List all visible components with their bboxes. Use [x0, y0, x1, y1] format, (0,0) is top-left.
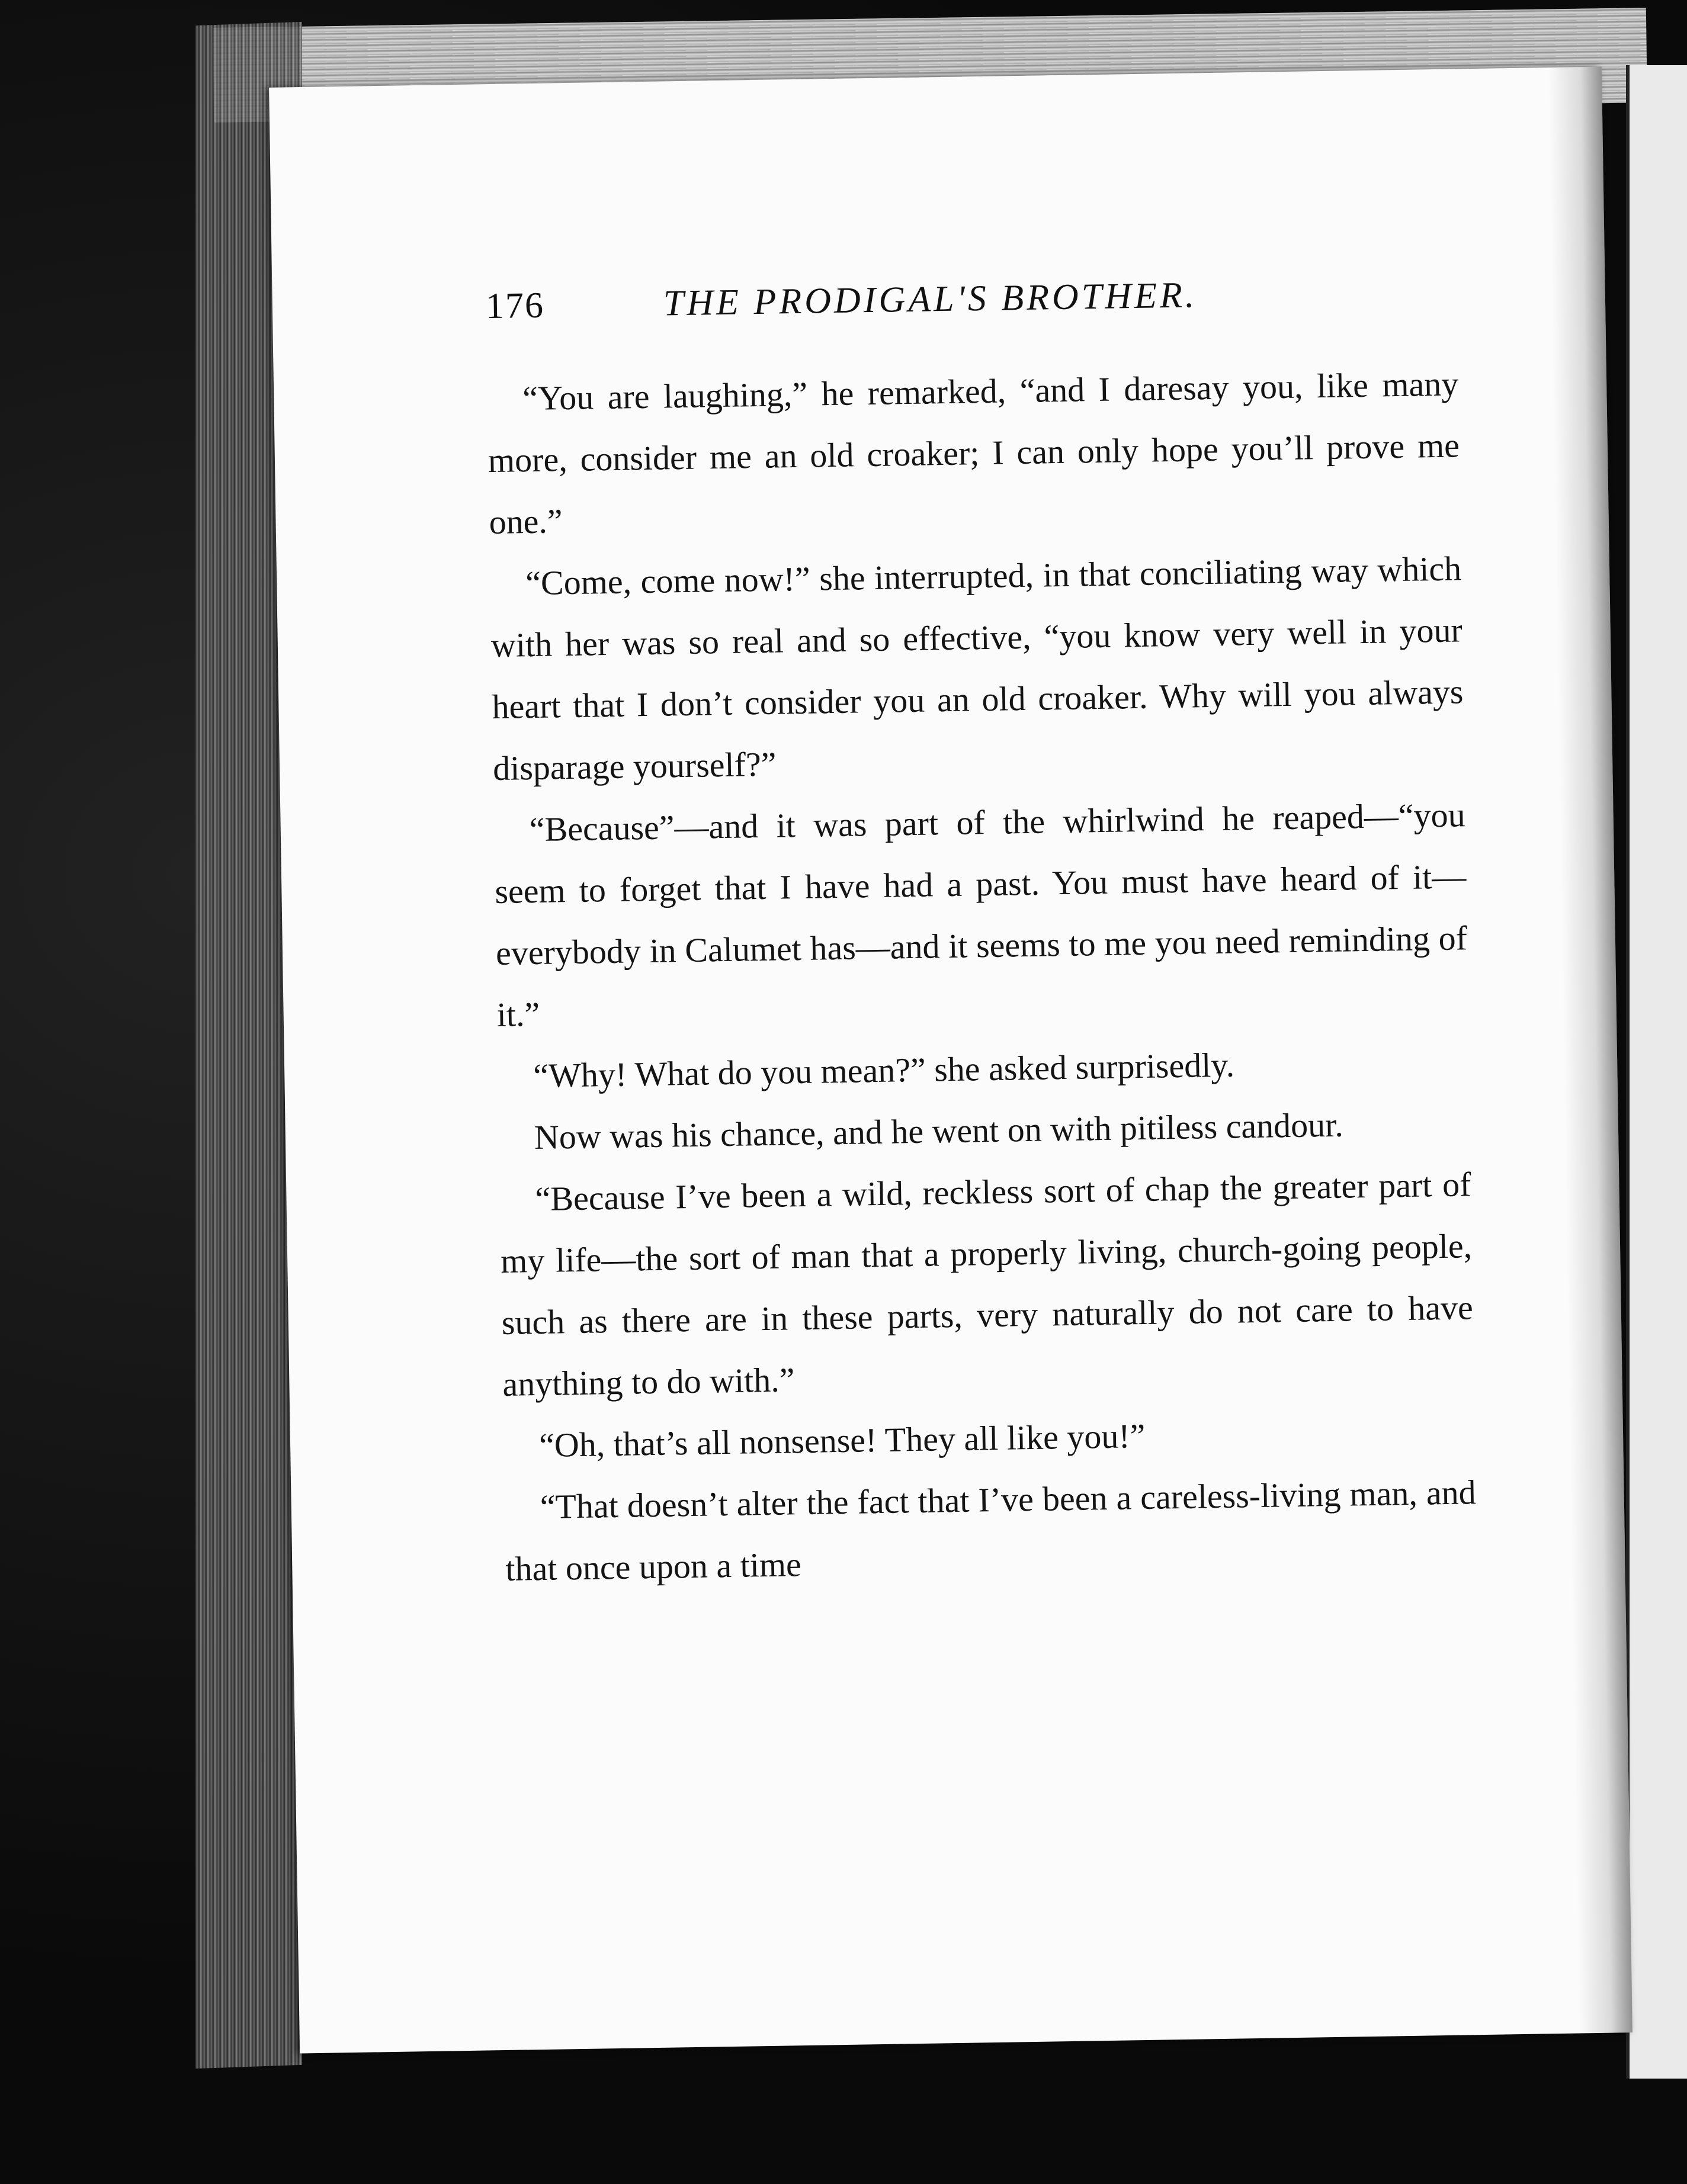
paragraph: “Oh, that’s all nonsense! They all like you!”: [538, 1416, 1146, 1464]
paragraph: “That doesn’t alter the fact that I’ve been a careless-living man, and that once upon a time: [505, 1473, 1477, 1588]
running-title: THE PRODIGAL'S BROTHER.: [663, 275, 1198, 324]
paragraph: “Why! What do you mean?” she asked surprisedly.: [533, 1045, 1235, 1096]
body-text: [487, 353, 1477, 1600]
book-page: [269, 67, 1633, 2054]
page-header: [485, 269, 1552, 345]
paragraph: “Because”—and it was part of the whirlwind he reaped—“you seem to forget that I have had a past. You must have heard of it—everybody in Calumet has—and it seems to me you need reminding of it.”: [494, 795, 1468, 1035]
paragraph: Now was his chance, and he went on with pitiless candour.: [534, 1105, 1344, 1157]
page-number: 176: [485, 285, 545, 327]
facing-page-edge: [1626, 65, 1687, 2079]
paragraph: “You are laughing,” he remarked, “and I daresay you, like many more, consider me an old croaker; I can only hope you’ll prove me one.”: [488, 364, 1460, 542]
paragraph: “Because I’ve been a wild, reckless sort of chap the greater part of my life—the sort of man that a properly living, church-going people, such as there are in these parts, very naturally do not care to have anything to do with.”: [500, 1165, 1474, 1403]
paragraph: “Come, come now!” she interrupted, in that conciliating way which with her was so real and so effective, “you know very well in your heart that I don’t consider you an old croaker. Why will you always disparage yourself?”: [490, 549, 1464, 788]
